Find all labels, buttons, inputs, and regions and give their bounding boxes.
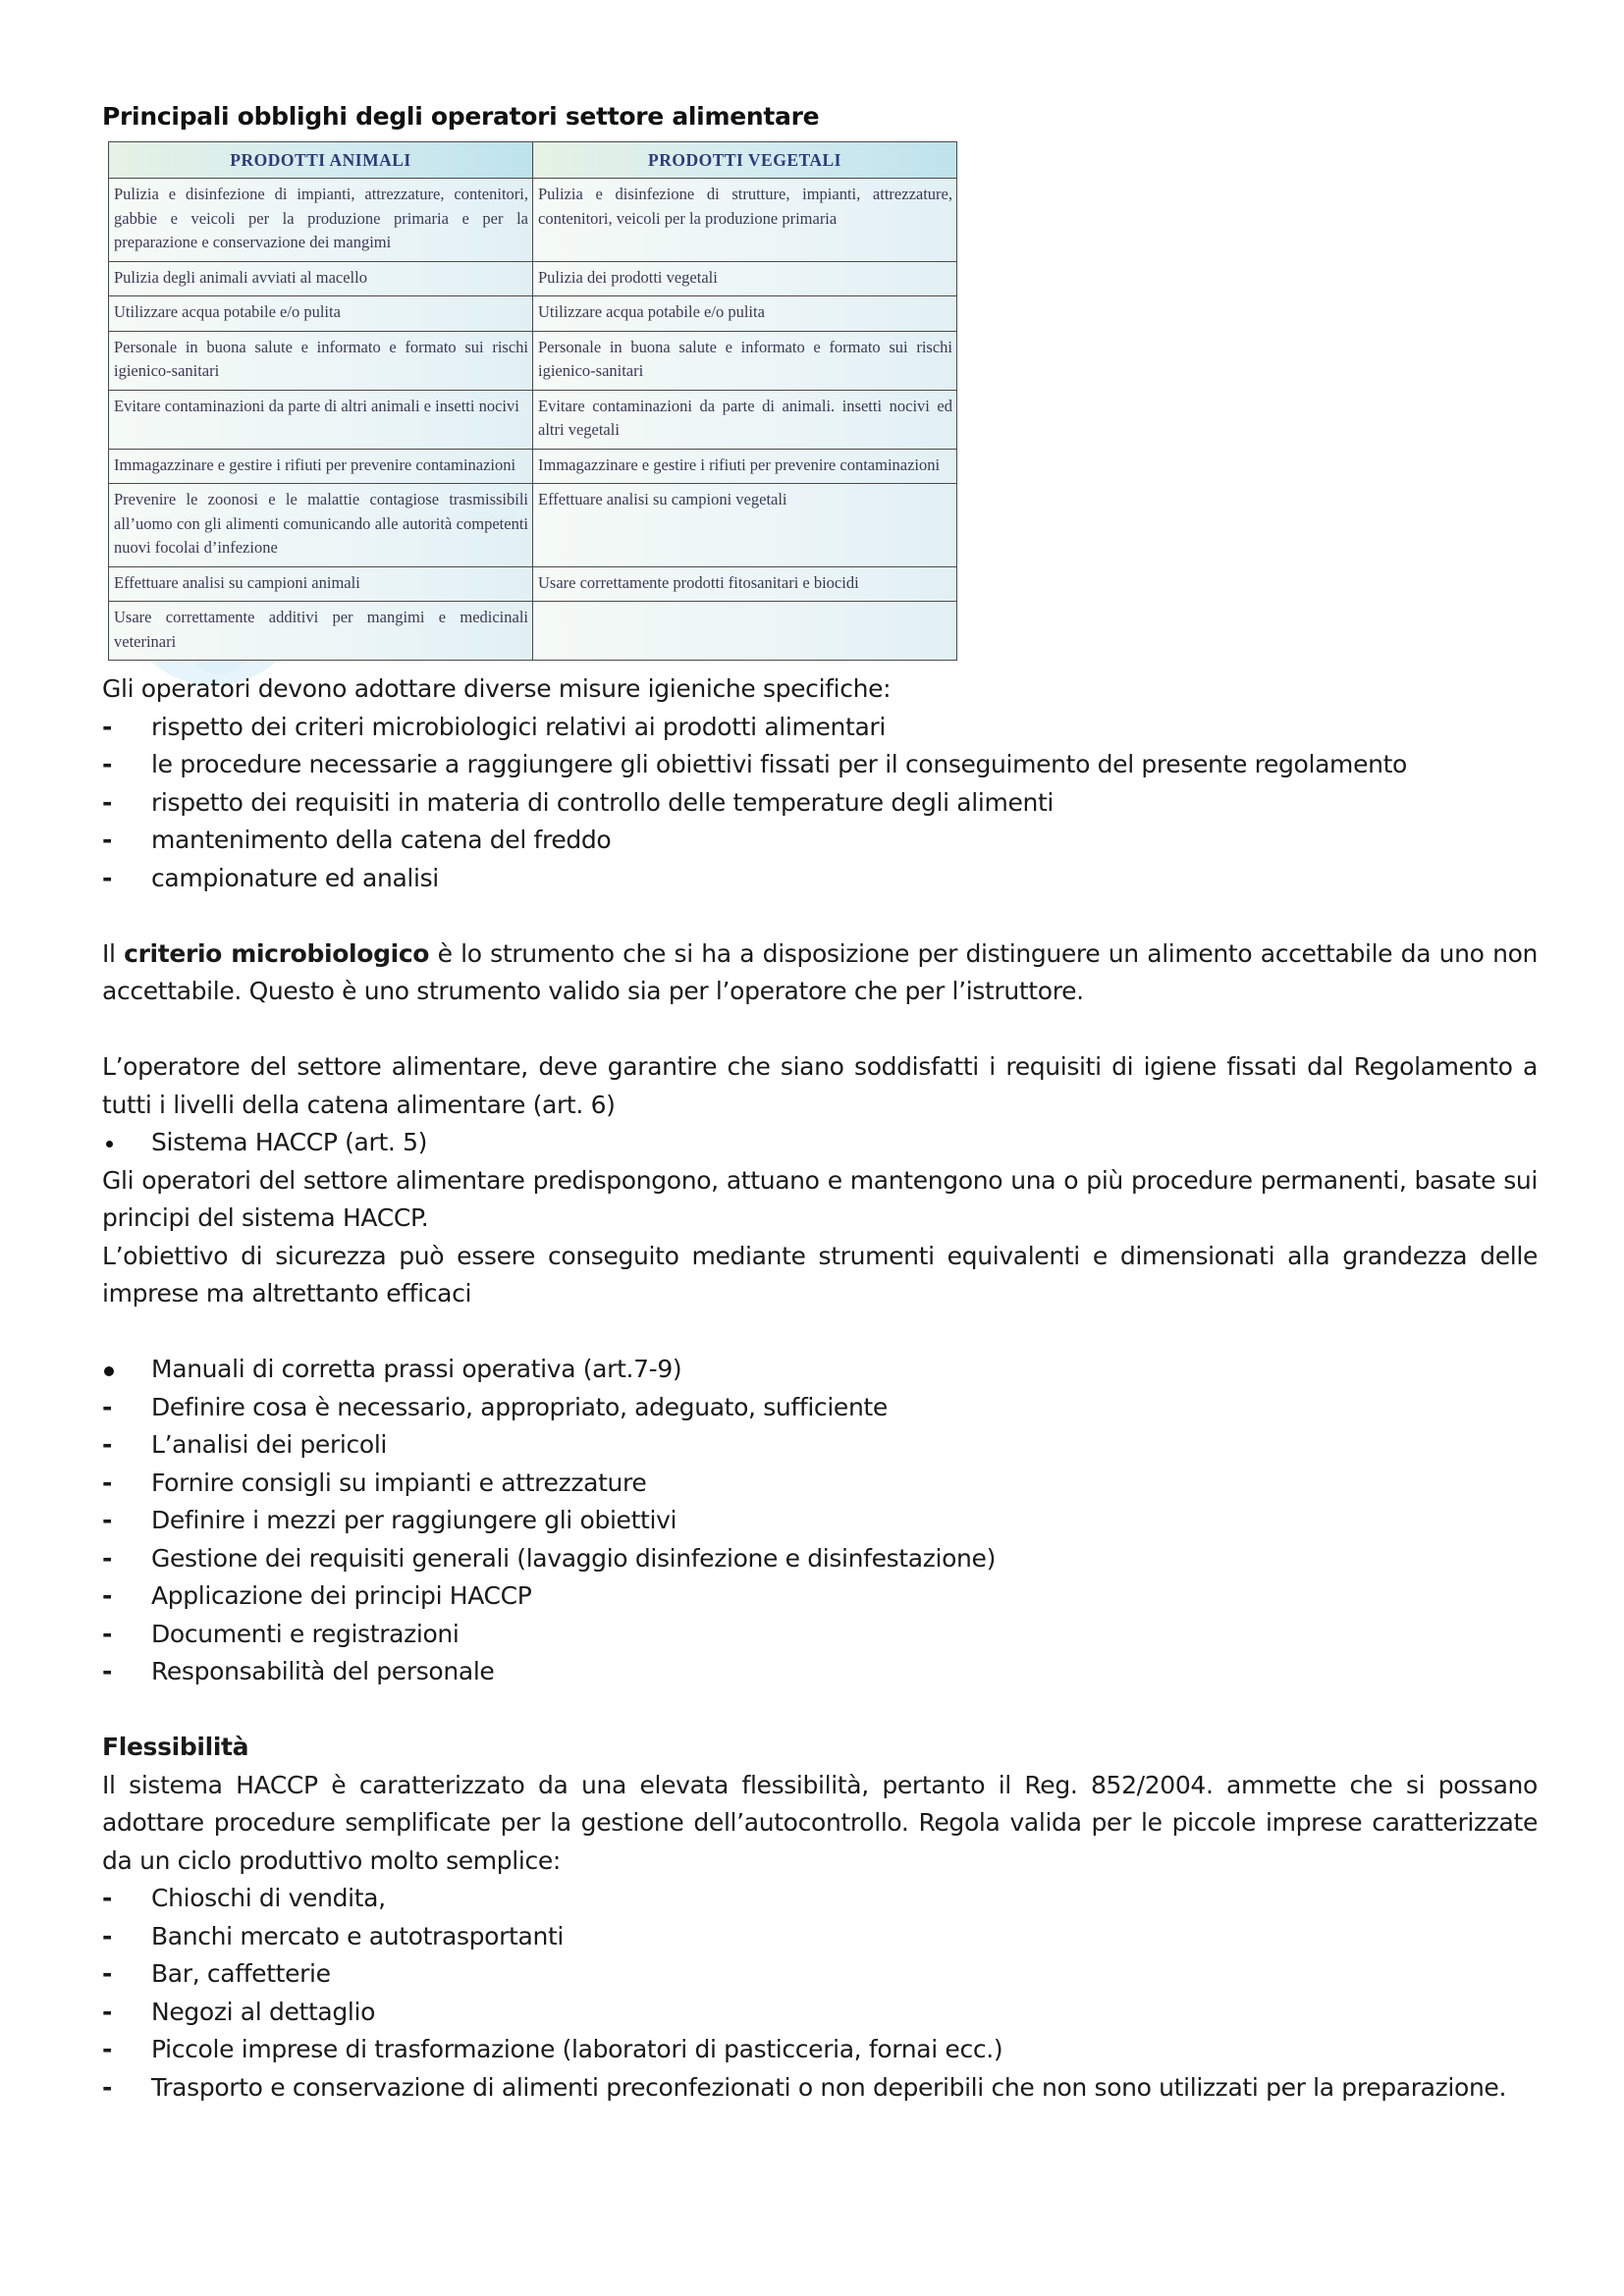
list-item: - Bar, caffetterie [102, 1955, 1538, 1994]
dash-marker: - [102, 750, 113, 778]
table-header-row [109, 142, 957, 179]
dash-marker: - [102, 863, 113, 892]
sicurezza-paragraph: L’obiettivo di sicurezza può essere conseguito mediante strumenti equivalenti e dimensionati alla grandezza delle imprese ma altrettanto efficaci [102, 1241, 1538, 1308]
table-row [109, 390, 957, 449]
table-cell: Pulizia dei prodotti vegetali [533, 261, 957, 296]
list-item: - le procedure necessarie a raggiungere gli obiettivi fissati per il conseguimento del presente regolamento [102, 746, 1538, 784]
page-title: Principali obblighi degli operatori settore alimentare [102, 102, 820, 131]
dash-marker: - [102, 2035, 113, 2063]
list-item: - Trasporto e conservazione di alimenti preconfezionati o non deperibili che non sono utilizzati per la preparazione. [102, 2069, 1538, 2108]
table-cell: Pulizia e disinfezione di impianti, attrezzature, contenitori, gabbie e veicoli per la produzione primaria e per la preparazione e conservazione dei mangimi [109, 179, 533, 262]
dash-marker: - [102, 1997, 113, 2026]
flessibilita-paragraph: Il sistema HACCP è caratterizzato da una elevata flessibilità, pertanto il Reg. 852/2004. ammette che si possano adottare procedure semplificate per la gestione dell’autocontrollo. Regola valida per le piccole imprese caratterizzate da un ciclo produttivo molto semplice: [102, 1770, 1538, 1875]
list-item: - Fornire consigli su impianti e attrezzature [102, 1465, 1538, 1503]
list-item: - Responsabilità del personale [102, 1653, 1538, 1691]
misure-list [102, 709, 1538, 898]
table-row [109, 261, 957, 296]
dash-marker: - [102, 1543, 113, 1573]
obblighi-table-wrap [108, 141, 957, 661]
table-cell: Evitare contaminazioni da parte di altri animali e insetti nocivi [109, 390, 533, 449]
dash-marker: - [102, 1619, 113, 1648]
list-item: - Documenti e registrazioni [102, 1616, 1538, 1654]
table-cell: Utilizzare acqua potabile e/o pulita [533, 296, 957, 332]
list-item: - Definire cosa è necessario, appropriato, adeguato, sufficiente [102, 1389, 1538, 1427]
list-item: - Gestione dei requisiti generali (lavaggio disinfezione e disinfestazione) [102, 1540, 1538, 1578]
table-cell: Pulizia e disinfezione di strutture, impianti, attrezzature, contenitori, veicoli per la produzione primaria [533, 179, 957, 262]
list-item: - Banchi mercato e autotrasportanti [102, 1918, 1538, 1956]
criterio-bold-term: criterio microbiologico [124, 938, 430, 968]
list-item: - Definire i mezzi per raggiungere gli obiettivi [102, 1502, 1538, 1540]
list-item: - rispetto dei criteri microbiologici relativi ai prodotti alimentari [102, 709, 1538, 747]
flessibilita-heading: Flessibilità [102, 1733, 249, 1761]
haccp-bullet-list [102, 1124, 1538, 1162]
table-row [109, 449, 957, 484]
bullet-icon [106, 1141, 113, 1148]
list-item: - Piccole imprese di trasformazione (laboratori di pasticceria, fornai ecc.) [102, 2031, 1538, 2069]
table-row [109, 331, 957, 390]
list-item: - rispetto dei requisiti in materia di controllo delle temperature degli alimenti [102, 784, 1538, 823]
list-item: - Negozi al dettaglio [102, 1994, 1538, 2032]
table-cell: Personale in buona salute e informato e formato sui rischi igienico-sanitari [109, 331, 533, 390]
document-page [102, 98, 1538, 2107]
list-item: - mantenimento della catena del freddo [102, 822, 1538, 860]
list-item: - Chioschi di vendita, [102, 1880, 1538, 1918]
list-item: Manuali di corretta prassi operativa (art.7-9) [102, 1351, 1538, 1389]
table-cell: Usare correttamente prodotti fitosanitari e biocidi [533, 566, 957, 602]
table-row [109, 602, 957, 661]
list-item: Sistema HACCP (art. 5) [102, 1124, 1538, 1162]
misure-intro: Gli operatori devono adottare diverse misure igieniche specifiche: [102, 674, 892, 703]
operatore-paragraph: L’operatore del settore alimentare, deve garantire che siano soddisfatti i requisiti di igiene fissati dal Regolamento a tutti i livelli della catena alimentare (art. 6) [102, 1052, 1538, 1119]
obblighi-table [108, 141, 957, 661]
table-cell: Usare correttamente additivi per mangimi e medicinali veterinari [109, 602, 533, 661]
flessibilita-list [102, 1880, 1538, 2107]
dash-marker: - [102, 1884, 113, 1912]
criterio-paragraph: Il criterio microbiologico è lo strumento che si ha a disposizione per distinguere un alimento accettabile da uno non accettabile. Questo è uno strumento valido sia per l’operatore che per l’istruttore. [102, 938, 1539, 1005]
table-cell: Immagazzinare e gestire i rifiuti per prevenire contaminazioni [533, 449, 957, 484]
table-cell: Immagazzinare e gestire i rifiuti per prevenire contaminazioni [109, 449, 533, 484]
table-cell: Pulizia degli animali avviati al macello [109, 261, 533, 296]
dash-marker: - [102, 1506, 113, 1534]
table-cell: Personale in buona salute e informato e formato sui rischi igienico-sanitari [533, 331, 957, 390]
dash-marker: - [102, 1581, 113, 1610]
table-row [109, 179, 957, 262]
haccp-paragraph: Gli operatori del settore alimentare predispongono, attuano e mantengono una o più procedure permanenti, basate sui principi del sistema HACCP. [102, 1165, 1538, 1232]
dash-marker: - [102, 712, 113, 741]
table-cell: Effettuare analisi su campioni animali [109, 566, 533, 602]
dash-marker: - [102, 826, 113, 854]
dash-marker: - [102, 2072, 113, 2102]
list-item: - campionature ed analisi [102, 860, 1538, 898]
dash-marker: - [102, 1921, 113, 1950]
table-cell: Effettuare analisi su campioni vegetali [533, 484, 957, 567]
header-prodotti-animali: PRODOTTI ANIMALI [109, 142, 533, 179]
bullet-icon [104, 1366, 114, 1376]
list-item: - L’analisi dei pericoli [102, 1426, 1538, 1465]
dash-marker: - [102, 1959, 113, 1988]
table-cell: Evitare contaminazioni da parte di animali. insetti nocivi ed altri vegetali [533, 390, 957, 449]
dash-marker: - [102, 1468, 113, 1497]
table-row [109, 484, 957, 567]
table-cell: Utilizzare acqua potabile e/o pulita [109, 296, 533, 332]
dash-marker: - [102, 1392, 113, 1421]
header-prodotti-vegetali: PRODOTTI VEGETALI [533, 142, 957, 179]
table-cell: Prevenire le zoonosi e le malattie contagiose trasmissibili all’uomo con gli alimenti comunicando alle autorità competenti nuovi focolai d’infezione [109, 484, 533, 567]
dash-marker: - [102, 1430, 113, 1459]
manuali-list [102, 1351, 1538, 1691]
dash-marker: - [102, 1657, 113, 1685]
table-row [109, 296, 957, 332]
dash-marker: - [102, 787, 113, 817]
table-row [109, 566, 957, 602]
list-item: - Applicazione dei principi HACCP [102, 1577, 1538, 1616]
table-cell [533, 602, 957, 661]
